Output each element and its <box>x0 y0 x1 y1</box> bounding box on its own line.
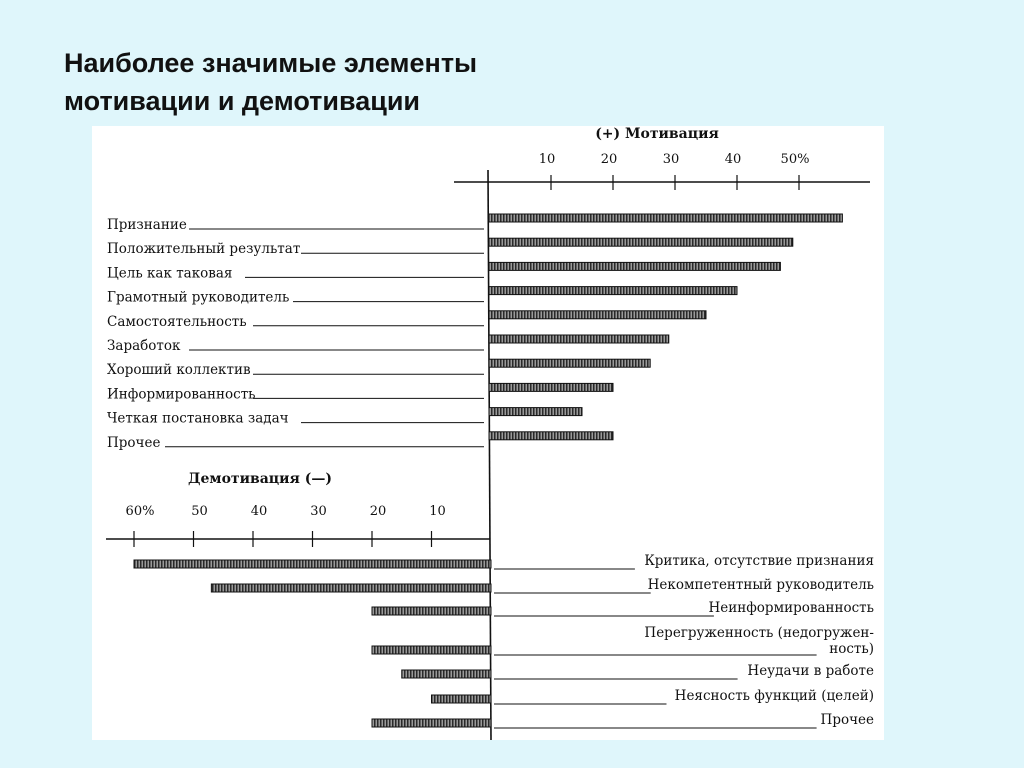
demotivation-category-label: Неясность функций (целей) <box>674 688 874 704</box>
demotivation-category-label: Перегруженность (недогружен- <box>644 625 874 641</box>
demotivation-bar <box>211 584 491 592</box>
slide-title-line-2: мотивации и демотивации <box>64 86 421 116</box>
motivation-bar <box>489 238 793 246</box>
motivation-tick-label-20: 20 <box>600 152 618 167</box>
motivation-tick-label-40: 40 <box>724 152 742 167</box>
chart-figure <box>92 126 884 740</box>
motivation-bar <box>489 287 737 295</box>
motivation-bar <box>489 262 780 270</box>
demotivation-category-label: Неинформированность <box>708 600 874 616</box>
demotivation-category-label: Критика, отсутствие признания <box>644 553 874 569</box>
demotivation-tick-label-10: 10 <box>429 504 446 519</box>
demotivation-bar <box>372 719 491 727</box>
motivation-category-label: Грамотный руководитель <box>107 289 290 306</box>
demotivation-tick-label-50: 50 <box>191 504 208 519</box>
motivation-tick-label-10: 10 <box>538 152 556 167</box>
motivation-category-label: Самостоятельность <box>107 313 247 330</box>
demotivation-title: Демотивация (—) <box>188 471 332 487</box>
motivation-category-label: Признание <box>107 217 187 233</box>
demotivation-tick-label-20: 20 <box>369 504 387 519</box>
motivation-category-label: Прочее <box>107 434 161 451</box>
motivation-category-label: Заработок <box>107 338 181 354</box>
demotivation-tick-label-30: 30 <box>310 504 327 519</box>
motivation-demotivation-chart <box>92 126 884 740</box>
slide-title <box>64 44 477 120</box>
motivation-bar <box>489 408 582 416</box>
demotivation-bar <box>134 560 491 568</box>
motivation-bar <box>489 311 706 319</box>
motivation-tick-label-50: 50% <box>780 152 810 167</box>
motivation-category-label: Положительный результат <box>107 241 301 258</box>
motivation-category-label: Четкая постановка задач <box>107 410 289 427</box>
demotivation-bar <box>402 670 491 678</box>
motivation-category-label: Хороший коллектив <box>107 362 251 379</box>
motivation-category-label: Цель как таковая <box>107 265 233 282</box>
motivation-bar <box>489 432 613 440</box>
demotivation-category-label: Неудачи в работе <box>747 663 874 679</box>
demotivation-category-label: Некомпетентный руководитель <box>647 577 874 593</box>
demotivation-category-label: Прочее <box>820 712 874 728</box>
demotivation-category-label: ность) <box>829 641 874 657</box>
demotivation-bar <box>432 695 492 703</box>
motivation-bar <box>489 335 669 343</box>
motivation-category-label: Информированность <box>107 386 256 403</box>
motivation-bar <box>489 214 842 222</box>
motivation-bar <box>489 383 613 391</box>
motivation-bar <box>489 359 650 367</box>
motivation-tick-label-30: 30 <box>662 152 680 167</box>
motivation-title: (+) Мотивация <box>595 126 719 142</box>
demotivation-bar <box>372 607 491 615</box>
demotivation-bar <box>372 646 491 654</box>
demotivation-tick-label-60: 60% <box>125 504 155 519</box>
demotivation-tick-label-40: 40 <box>250 504 268 519</box>
slide-title-line-1: Наиболее значимые элементы <box>64 48 478 78</box>
